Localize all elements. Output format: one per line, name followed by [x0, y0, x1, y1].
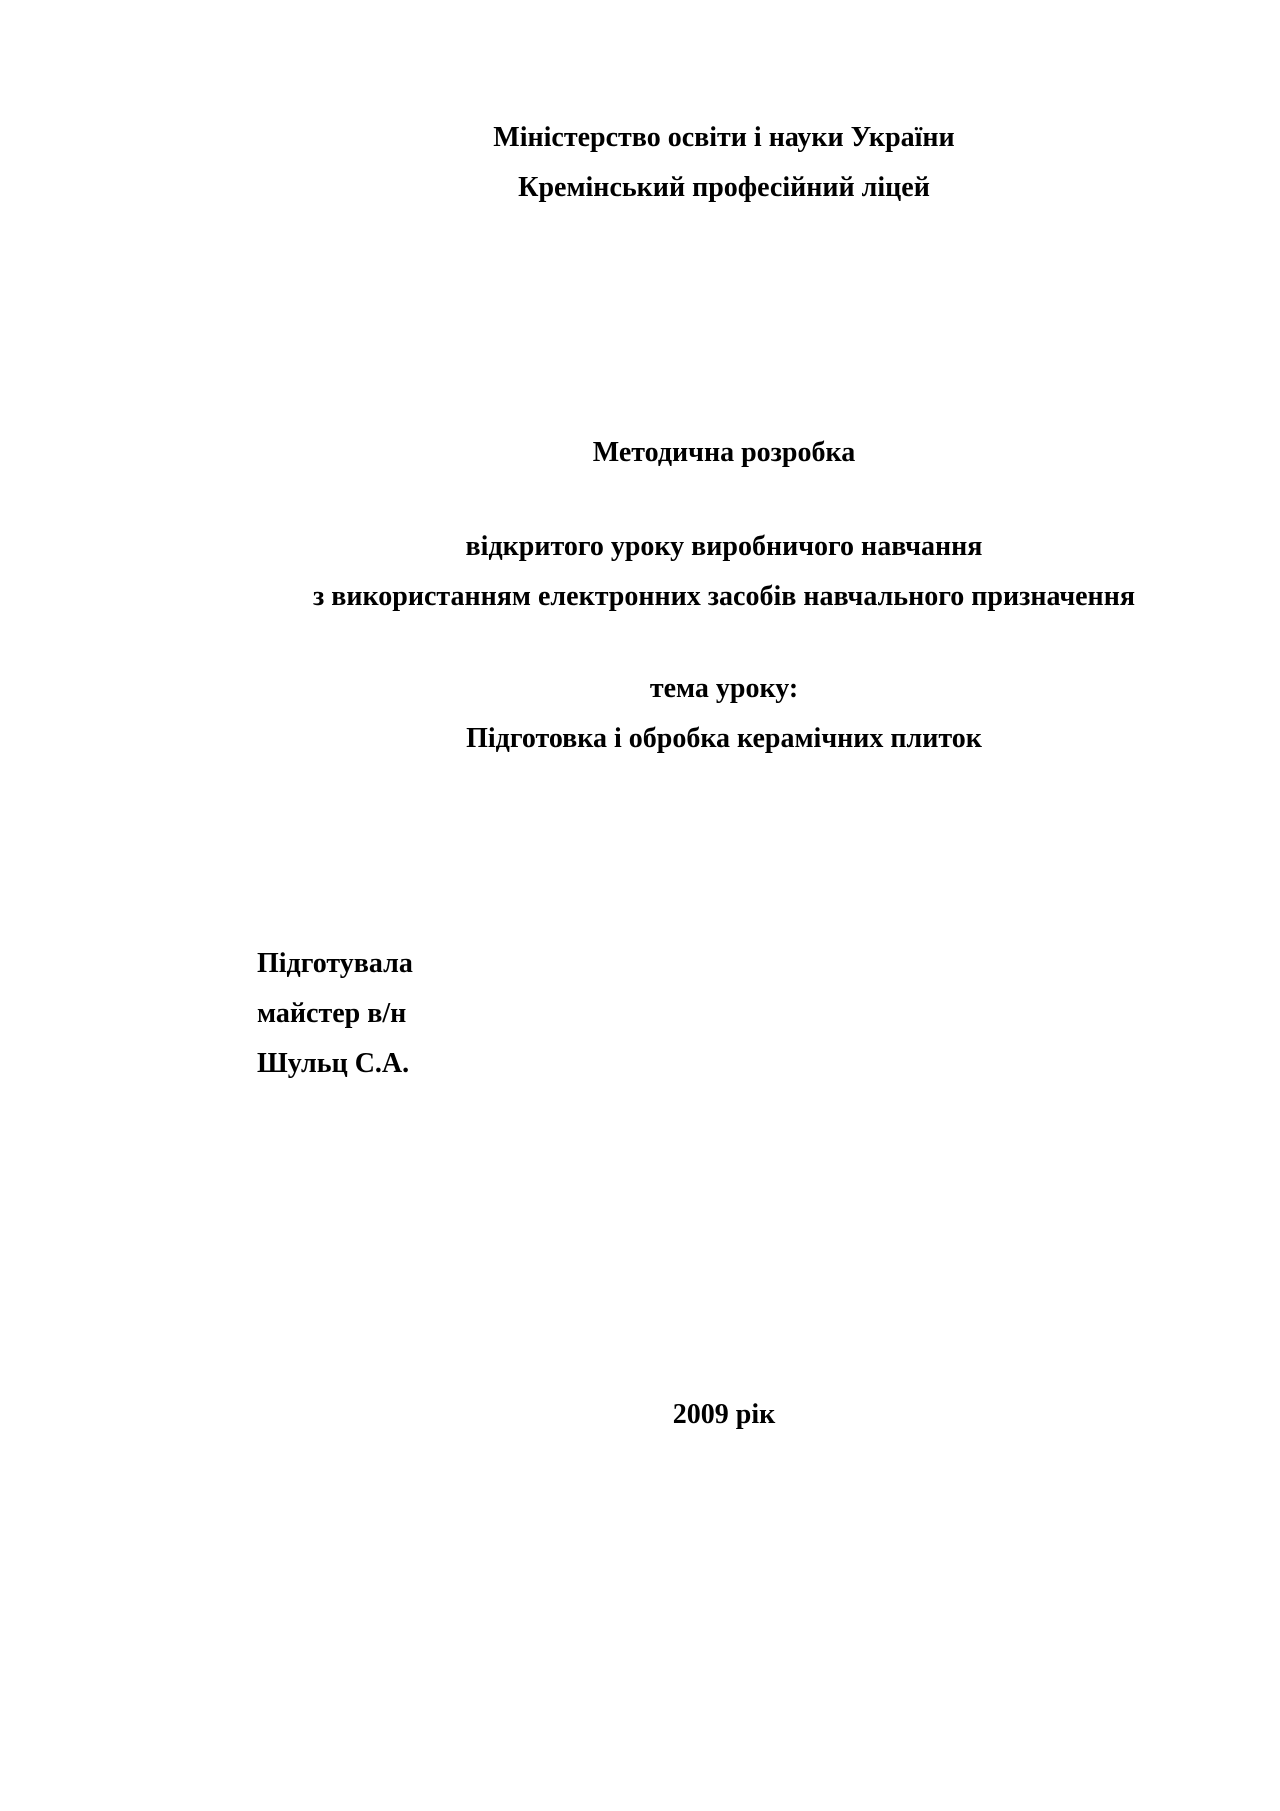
document-title: Методична розробка	[592, 437, 856, 468]
institution-heading: Кремінський професійний ліцей	[518, 172, 930, 203]
topic-value: Підготовка і обробка керамічних плиток	[466, 723, 982, 754]
topic-label: тема уроку:	[649, 673, 799, 704]
author-position: майстер в/н	[257, 998, 407, 1029]
document-subtitle-line-1: відкритого уроку виробничого навчання	[465, 531, 983, 562]
prepared-by-label: Підготувала	[257, 948, 413, 979]
document-subtitle-line-2: з використанням електронних засобів навчального призначення	[313, 581, 1135, 612]
document-year: 2009 рік	[672, 1399, 776, 1430]
author-name: Шульц С.А.	[257, 1048, 410, 1079]
ministry-heading: Міністерство освіти і науки України	[493, 122, 955, 153]
